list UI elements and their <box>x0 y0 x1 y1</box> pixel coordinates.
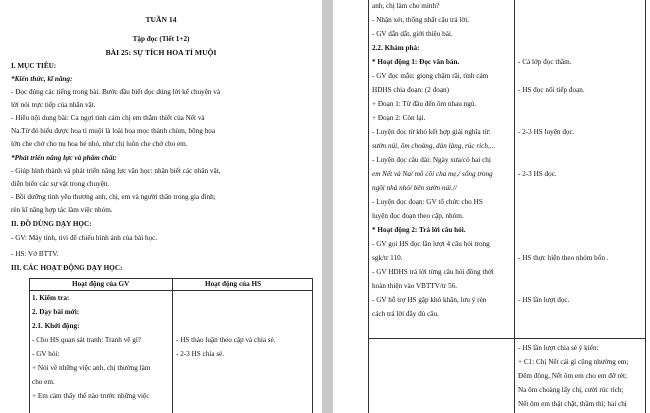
table-cell: + Đoạn 1: Từ đầu đến ôm nhau ngủ. <box>372 100 477 108</box>
table-cell: - Cho HS quan sát tranh: Tranh vẽ gì? <box>32 336 142 344</box>
table-cell: - 2-3 HS luyện đọc. <box>518 128 575 136</box>
table-cell: - GV hỏi: <box>32 350 60 358</box>
table-cell: - GV gọi HS đọc lần lượt 4 câu hỏi trong <box>372 240 490 248</box>
text-line: rèn kĩ năng hợp tác làm việc nhóm. <box>11 206 113 214</box>
text-line: - Bồi dưỡng tình yêu thương anh, chị, em và người thân trong gia đình; <box>11 193 216 201</box>
table-cell: - 2-3 HS chia sẻ. <box>176 350 225 358</box>
document-page-left <box>0 0 322 413</box>
table-cell: - Cả lớp đọc thầm. <box>518 58 572 66</box>
table-cell: 2.2. Khám phá: <box>372 44 420 52</box>
section-equipment-title: II. ĐỒ DÙNG DẠY HỌC: <box>11 220 92 228</box>
section-activities-title: III. CÁC HOẠT ĐỘNG DẠY HỌC: <box>11 264 123 272</box>
table-cell: - Nhận xét, thống nhất câu trả lời. <box>372 16 470 24</box>
table-cell: + Nói về những việc anh, chị thường làm <box>32 364 151 372</box>
table-cell: + C1: Chị Nết cái gì cũng nhường em; <box>518 358 629 366</box>
table-header-student: Hoạt động của HS <box>205 280 262 288</box>
table-cell: - Luyện đọc câu dài: Ngày xưa/có hai chị <box>372 156 491 164</box>
table-cell: - GV hỗ trợ HS gặp khó khăn, lưu ý rèn <box>372 296 487 304</box>
table-cell: 1. Kiểm tra: <box>32 294 70 302</box>
lesson-title: BÀI 25: SỰ TÍCH HOA TỈ MUỘI <box>105 48 217 57</box>
text-line: - Đọc đúng các tiếng trong bài. Bước đầu biết đọc đúng lời kể chuyện và <box>11 88 221 96</box>
table-cell: - HS lần lượt đọc. <box>518 296 570 304</box>
table-cell: - 2-3 HS đọc. <box>518 170 557 178</box>
table-cell: - HS lần lượt chia sẻ ý kiến: <box>518 344 599 352</box>
table-cell: - Luyện đọc đoạn: GV tổ chức cho HS <box>372 198 483 206</box>
table-cell: - HS đọc nối tiếp đoạn. <box>518 86 585 94</box>
table-cell: - HS thực hiện theo nhóm bốn . <box>518 254 609 262</box>
text-line: lời nói trực tiếp của nhân vật. <box>11 101 96 109</box>
table-cell: sườn núi, ôm choàng, dàn làng, rúc rích,... <box>372 142 496 150</box>
table-cell: Na ôm choàng lấy chị, cười rúc rích; <box>518 386 624 394</box>
text-line: - Hiểu nội dung bài: Ca ngợi tình cảm chị em thắm thiết của Nết và <box>11 114 205 122</box>
text-line: - Giúp hình thành và phát triển năng lực văn học: nhận biết các nhân vật, <box>11 167 221 175</box>
table-cell: cho em. <box>32 378 55 386</box>
section-objectives-title: I. MỤC TIÊU: <box>11 62 57 70</box>
knowledge-title: *Kiến thức, kĩ năng: <box>11 75 73 83</box>
table-cell: + Đoạn 2: Còn lại. <box>372 114 426 122</box>
text-line: diễn biến các sự vật trong chuyện. <box>11 180 110 188</box>
table-cell: sgk/tr 110. <box>372 254 403 262</box>
text-line: lớn che chở cho nụ hoa bé nhỏ, như chị luôn che chở cho em. <box>11 140 188 148</box>
table-cell: - GV HDHS trả lời từng câu hỏi đồng thời <box>372 268 494 276</box>
table-cell: Nết ôm em thật chặt, thầm thì; hai chị <box>518 400 627 408</box>
table-cell: cách trả lời đầy đủ câu. <box>372 310 439 318</box>
week-heading: TUẦN 14 <box>145 15 177 24</box>
table-cell: 2.1. Khởi động: <box>32 322 80 330</box>
text-line: - GV: Máy tính, tivi để chiếu hình ảnh của bài học. <box>11 234 158 242</box>
table-cell: hoàn thiện vào VBTTV/tr 56. <box>372 282 458 290</box>
table-cell: * Hoạt động 2: Trả lời câu hỏi. <box>372 226 466 234</box>
table-cell: em Nết và Na/ mồ côi cha mẹ,/ sống trong <box>372 170 493 178</box>
development-title: *Phát triển năng lực và phẩm chất: <box>11 154 117 162</box>
table-cell: + Em cảm thấy thế nào trước những việc <box>32 392 150 400</box>
table-cell: - GV dẫn dắt, giới thiệu bài. <box>372 30 453 38</box>
table-cell: - HS thảo luận theo cặp và chia sẻ. <box>176 336 276 344</box>
text-line: - HS: Vở BTTV. <box>11 250 59 258</box>
table-cell: HDHS chia đoạn: (2 đoạn) <box>372 86 450 94</box>
table-header-teacher: Hoạt động của GV <box>72 280 130 288</box>
table-cell: ngôi nhà nhỏ/ bên sườn núi.// <box>372 184 457 192</box>
document-page-right <box>333 0 650 413</box>
table-cell: anh, chị làm cho mình? <box>372 2 440 10</box>
table-cell: - GV đọc mẫu: giọng chậm rãi, tình cảm <box>372 72 489 80</box>
lesson-type: Tập đọc (Tiết 1+2) <box>132 35 190 43</box>
table-cell: 2. Dạy bài mới: <box>32 308 80 316</box>
table-cell: luyện đọc đoạn theo cặp, nhóm. <box>372 212 464 220</box>
table-cell: Đêm đông, Nết ôm em cho em đỡ rét; <box>518 372 627 380</box>
table-cell: * Hoạt động 1: Đọc văn bản. <box>372 58 460 66</box>
text-line: Na.Từ đó hiểu được hoa tỉ muội là loài hoa mọc thành chùm, bông hoa <box>11 127 216 135</box>
table-cell: - Luyện đọc từ khó kết hợp giải nghĩa từ: <box>372 128 491 136</box>
